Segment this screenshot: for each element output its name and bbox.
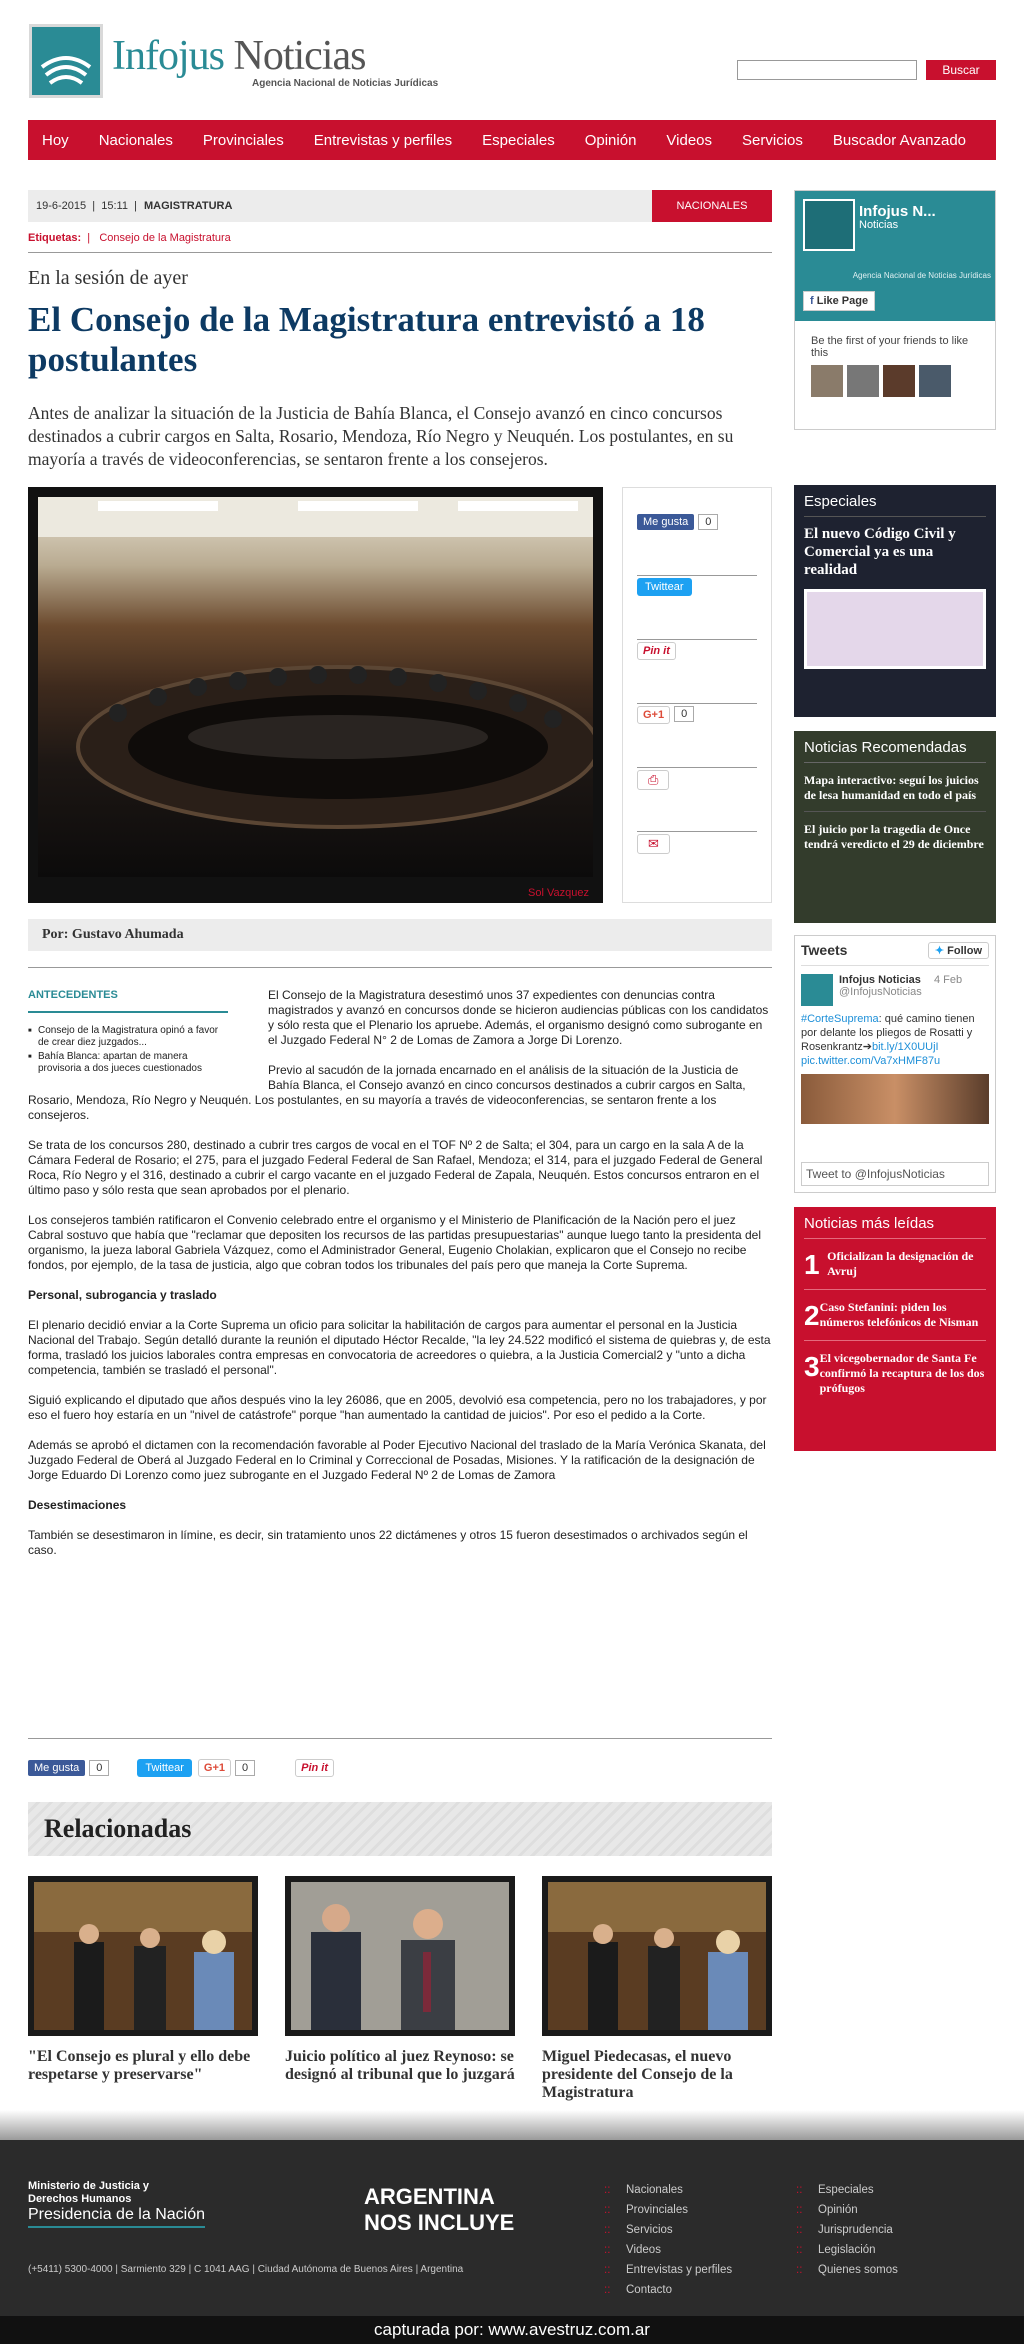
tweet-photo[interactable] xyxy=(801,1074,989,1124)
body-paragraph: Previo al sacudón de la jornada encarnado en el análisis de la situación de la Justicia de Bahía Blanca, el Consejo avanzó en cinco concursos destinados a cubrir cargos en Salta, Rosario, Mendoza, Río Negro y Neuquén. Los postulantes, en su mayoría a través de videoconferencias, se sentaron frente a los consejeros. xyxy=(28,1063,746,1122)
nav-entrevistas[interactable]: Entrevistas y perfiles xyxy=(313,131,453,149)
article-date: 19-6-2015 xyxy=(36,200,87,212)
antecedentes-box xyxy=(28,988,228,1077)
follow-button[interactable] xyxy=(928,942,989,959)
mas-leida-title[interactable]: Caso Stefanini: piden los números telefónicos de Nisman xyxy=(819,1300,979,1329)
facebook-page-name[interactable]: Infojus N... xyxy=(859,203,936,220)
tweet-body: : qué camino tienen por delante los pliegos de Rosatti y Rosenkrantz➔ xyxy=(801,1013,975,1053)
body-paragraph: También se desestimaron in límine, es decir, sin tratamiento unos 22 dictámenes y otros 15 fueron desestimados o archivados según el caso. xyxy=(28,1528,748,1557)
main-nav xyxy=(28,120,996,160)
photo-image xyxy=(38,497,593,877)
mas-leida-item[interactable] xyxy=(804,1351,986,1404)
footer-link[interactable]: :: Opinión xyxy=(796,2200,898,2220)
facebook-page-icon xyxy=(803,199,855,251)
recomendada-link[interactable]: Mapa interactivo: seguí los juicios de lesa humanidad en todo el país xyxy=(804,773,986,812)
footer-link[interactable]: :: Videos xyxy=(604,2240,732,2260)
body-subtitle: Personal, subrogancia y traslado xyxy=(28,1288,217,1302)
related-card[interactable] xyxy=(285,1876,515,2084)
facebook-icon: f xyxy=(810,295,814,307)
capture-watermark: capturada por: www.avestruz.com.ar xyxy=(0,2316,1024,2344)
twitter-bird-icon: ✦ xyxy=(934,945,945,957)
divider xyxy=(28,967,772,968)
nav-hoy[interactable]: Hoy xyxy=(42,131,69,149)
nav-buscador[interactable]: Buscador Avanzado xyxy=(832,131,967,149)
pinterest-button[interactable]: Pin it xyxy=(637,642,676,660)
tweets-title: Tweets xyxy=(801,942,848,958)
gplus-count: 0 xyxy=(235,1760,255,1776)
mas-leida-title[interactable]: Oficializan la designación de Avruj xyxy=(827,1249,974,1278)
share-twitter xyxy=(637,576,757,640)
share-column xyxy=(622,487,772,903)
article-lead: Antes de analizar la situación de la Justicia de Bahía Blanca, el Consejo avanzó en cinco concursos destinados a cubrir cargos en Salta, Rosario, Mendoza, Río Negro y Neuquén. Los postulantes, en su mayoría a través de videoconferencias, se sentaron frente a los consejeros. xyxy=(28,403,734,469)
logo-wordmark[interactable] xyxy=(112,32,365,80)
footer-link[interactable]: :: Especiales xyxy=(796,2180,898,2200)
facebook-thumb[interactable] xyxy=(847,365,879,397)
tweet-hashtag[interactable]: #CorteSuprema xyxy=(801,1013,879,1025)
search-button[interactable]: Buscar xyxy=(926,60,996,80)
facebook-thumb[interactable] xyxy=(919,365,951,397)
footer-link[interactable]: :: Legislación xyxy=(796,2240,898,2260)
related-title[interactable]: "El Consejo es plural y ello debe respetarse y preservarse" xyxy=(28,2048,251,2083)
tweets-header xyxy=(801,942,989,966)
article-category[interactable]: MAGISTRATURA xyxy=(144,200,233,212)
site-header xyxy=(0,0,1024,120)
footer-shadow xyxy=(0,2110,1024,2140)
mas-leida-title[interactable]: El vicegobernador de Santa Fe confirmó la recaptura de los dos prófugos xyxy=(819,1351,985,1395)
byline: Por: Gustavo Ahumada xyxy=(28,919,772,951)
antecedente-link[interactable]: ■ Consejo de la Magistratura opinó a favor de crear diez juzgados... xyxy=(28,1025,228,1049)
tweet-handle[interactable]: @InfojusNoticias xyxy=(839,986,922,998)
related-image[interactable] xyxy=(285,1876,515,2036)
facebook-like-label: Like Page xyxy=(816,295,869,307)
argentina-logo[interactable] xyxy=(364,2184,514,2236)
related-image[interactable] xyxy=(28,1876,258,2036)
nav-opinion[interactable]: Opinión xyxy=(584,131,637,149)
twitter-button[interactable]: Twittear xyxy=(637,578,692,596)
tweet-link[interactable]: bit.ly/1X0UUjI xyxy=(871,1041,939,1053)
share-gplus xyxy=(637,704,757,768)
tag-link[interactable]: Consejo de la Magistratura xyxy=(99,232,231,244)
mas-leida-item[interactable] xyxy=(804,1300,986,1341)
section-tag[interactable]: NACIONALES xyxy=(652,190,772,222)
tweet-avatar[interactable] xyxy=(801,974,833,1006)
especiales-image[interactable] xyxy=(804,589,986,669)
share-print xyxy=(637,768,757,832)
gplus-count: 0 xyxy=(674,706,694,722)
photo-credit: Sol Vazquez xyxy=(528,887,589,899)
facebook-banner-sub: Agencia Nacional de Noticias Jurídicas xyxy=(852,271,991,280)
argentina-line1: ARGENTINA xyxy=(364,2184,495,2209)
bottom-share-bar xyxy=(28,1738,772,1777)
body-paragraph: El Consejo de la Magistratura desestimó unos 37 expedientes con denuncias contra magistrados y avanzó en concursos donde se hicieron audiencias públicas con los candidatos y sólo resta que el Plenario los apruebe. Además, el organismo designó como subrogante en el Juzgado Federal N° 2 de Lomas de Zamora a Jorge Di Lorenzo. xyxy=(268,988,769,1047)
related-card[interactable] xyxy=(542,1876,772,2102)
related-title[interactable]: Miguel Piedecasas, el nuevo presidente del Consejo de la Magistratura xyxy=(542,2048,733,2101)
article-headline: El Consejo de la Magistratura entrevistó a 18 postulantes xyxy=(28,300,705,379)
mas-leidas-box xyxy=(794,1207,996,1451)
email-icon[interactable]: ✉ xyxy=(637,834,670,854)
gplus-button[interactable]: G+1 xyxy=(198,1759,231,1777)
recomendadas-box xyxy=(794,731,996,923)
body-paragraph: Además se aprobó el dictamen con la recomendación favorable al Poder Ejecutivo Nacional del traslado de la María Verónica Skanata, del Juzgado Federal de Oberá al Juzgado Federal en lo Criminal y Correccional de Posadas, Misiones. Y la ratificación de la designación de Jorge Eduardo Di Lorenzo como juez subrogante en el Juzgado Federal Nº 2 de Lomas de Zamora xyxy=(28,1438,766,1482)
footer-address: (+5411) 5300-4000 | Sarmiento 329 | C 1041 AAG | Ciudad Autónoma de Buenos Aires | Argentina xyxy=(28,2264,464,2275)
facebook-thumb[interactable] xyxy=(811,365,843,397)
related-image[interactable] xyxy=(542,1876,772,2036)
facebook-page-subname: Noticias xyxy=(859,219,899,231)
footer-link[interactable]: :: Servicios xyxy=(604,2220,732,2240)
nav-especiales[interactable]: Especiales xyxy=(482,131,555,149)
footer-link[interactable]: :: Quienes somos xyxy=(796,2260,898,2280)
mas-leidas-title: Noticias más leídas xyxy=(804,1215,986,1239)
article-time: 15:11 xyxy=(101,200,128,212)
tweet-author xyxy=(801,974,989,1006)
footer-link[interactable]: :: Entrevistas y perfiles xyxy=(604,2260,732,2280)
antecedentes-title: ANTECEDENTES xyxy=(28,988,228,1013)
article-body xyxy=(28,988,772,1558)
facebook-like-button[interactable]: Me gusta xyxy=(637,514,694,530)
logo-primary: Infojus xyxy=(112,33,224,79)
facebook-friends-text: Be the first of your friends to like this xyxy=(811,335,969,359)
twitter-button[interactable]: Twittear xyxy=(137,1759,192,1777)
print-icon[interactable]: ⎙ xyxy=(637,770,669,790)
footer-links-col2 xyxy=(796,2180,898,2280)
footer-links-col1 xyxy=(604,2180,732,2300)
nav-provinciales[interactable]: Provinciales xyxy=(202,131,284,149)
body-paragraph: El plenario decidió enviar a la Corte Suprema un oficio para solicitar la habilitación de cargos para aumentar el personal en la Justicia Nacional del Trabajo. Según detalló durante la reunión el diputado Héctor Recalde, "la ley 24.522 modificó el sistema de quiebras y, de esta forma, trasladó los juicios laborales contra empresas en convocatoria de acreedores o quiebra, a la Justicia Comercial2 y "unto a dicha competencia, también se trasladó el personal". xyxy=(28,1318,771,1377)
tags-row: Etiquetas: | Consejo de la Magistratura xyxy=(28,232,772,253)
sidebar xyxy=(794,190,996,1451)
facebook-banner[interactable] xyxy=(795,191,995,321)
article-kicker: En la sesión de ayer xyxy=(28,267,188,289)
article-main xyxy=(28,190,772,1573)
related-heading: Relacionadas xyxy=(28,1802,772,1856)
share-facebook xyxy=(637,512,757,576)
especiales-title: Especiales xyxy=(804,493,986,517)
argentina-line2: NOS INCLUYE xyxy=(364,2210,515,2235)
tweet-text xyxy=(801,1012,989,1068)
body-paragraph: Siguió explicando el diputado que años después vino la ley 26086, que en 2005, devolvió esa competencia, pero no los trabajadores, y por eso el fuero hoy estaría en un "nivel de catástrofe" porque "han aumentado la cantidad de juicios". Por eso el pedido a la Corte. xyxy=(28,1393,767,1422)
presidencia-logo[interactable]: Presidencia de la Nación xyxy=(28,2206,205,2228)
logo-secondary: Noticias xyxy=(233,33,366,79)
footer-link[interactable]: :: Nacionales xyxy=(604,2180,732,2200)
mas-leida-item[interactable] xyxy=(804,1249,986,1290)
gplus-button[interactable]: G+1 xyxy=(637,706,670,724)
recomendadas-title: Noticias Recomendadas xyxy=(804,739,986,763)
facebook-like-page-button[interactable] xyxy=(803,291,875,311)
facebook-like-count: 0 xyxy=(698,514,718,530)
footer-link[interactable]: :: Jurisprudencia xyxy=(796,2220,898,2240)
antecedente-link[interactable]: ■ Bahía Blanca: apartan de manera provisoria a dos jueces cuestionados xyxy=(28,1051,228,1075)
site-footer xyxy=(0,2140,1024,2316)
especiales-box xyxy=(794,485,996,717)
logo-icon[interactable] xyxy=(29,24,103,98)
logo-tagline: Agencia Nacional de Noticias Jurídicas xyxy=(252,78,439,89)
mas-leida-number: 1 xyxy=(804,1249,820,1280)
body-subtitle: Desestimaciones xyxy=(28,1498,127,1512)
tags-label: Etiquetas: xyxy=(28,232,82,244)
facebook-thumbs xyxy=(795,365,995,397)
share-email xyxy=(637,832,757,896)
facebook-thumb[interactable] xyxy=(883,365,915,397)
mas-leida-number: 3 xyxy=(804,1351,820,1382)
related-card[interactable] xyxy=(28,1876,258,2084)
facebook-like-button[interactable]: Me gusta xyxy=(28,1760,85,1776)
nav-servicios[interactable]: Servicios xyxy=(742,131,803,149)
footer-link[interactable]: :: Contacto xyxy=(604,2280,732,2300)
nav-videos[interactable]: Videos xyxy=(666,131,713,149)
tweet-user[interactable]: Infojus Noticias xyxy=(839,974,921,986)
ministerio-logo[interactable]: Ministerio de Justicia y Derechos Humanos xyxy=(28,2180,150,2205)
facebook-widget xyxy=(794,190,996,430)
facebook-like-count: 0 xyxy=(89,1760,109,1776)
photo-block xyxy=(28,487,772,903)
body-paragraph: Los consejeros también ratificaron el Convenio celebrado entre el organismo y el Ministerio de Planificación de la Nación pero el juez Cabral sostuvo que había que "reclamar que depositen los recursos de las partidas presupuestarias" aunque luego tanto la presidenta del organismo, la jueza laboral Gabriela Vázquez, como el Administrador General, Eugenio Cholakian, explicaron que el Consejo no recibe fondos, por ejemplo, de la tasa de justicia, algo que cobran todos los tribunales del país pero que maneja la Corte Suprema. xyxy=(28,1213,761,1272)
article-meta: 19-6-2015 | 15:11 | MAGISTRATURA NACIONALES xyxy=(28,190,772,222)
search-input[interactable] xyxy=(737,60,917,80)
tweet-date: 4 Feb xyxy=(933,974,963,986)
pinterest-button[interactable]: Pin it xyxy=(295,1759,334,1777)
article-photo[interactable] xyxy=(28,487,603,903)
mas-leida-number: 2 xyxy=(804,1300,820,1331)
body-paragraph: Se trata de los concursos 280, destinado a cubrir tres cargos de vocal en el TOF Nº 2 de Salta; el 304, para un cargo en la sala A de la Cámara Federal de Rosario; el 275, para el juzgado Federal Federal de San Rafael, Mendoza; el 314, para el juzgado Federal de General Roca, Río Negro y el 316, destinado a cubrir el cargo vacante en el juzgado Federal de Zapala, Neuquén. Estos concursos entraron en el último paso y sólo resta que sean aprobados por el plenario. xyxy=(28,1138,763,1197)
nav-nacionales[interactable]: Nacionales xyxy=(98,131,173,149)
tweet-to-input[interactable]: Tweet to @InfojusNoticias xyxy=(801,1162,989,1186)
recomendada-link[interactable]: El juicio por la tragedia de Once tendrá veredicto el 29 de diciembre xyxy=(804,822,984,851)
follow-label: Follow xyxy=(947,945,982,957)
tweet-pic-link[interactable]: pic.twitter.com/Va7xHMF87u xyxy=(801,1055,941,1067)
tweets-widget xyxy=(794,935,996,1193)
share-pinterest xyxy=(637,640,757,704)
footer-link[interactable]: :: Provinciales xyxy=(604,2200,732,2220)
related-title[interactable]: Juicio político al juez Reynoso: se designó al tribunal que lo juzgará xyxy=(285,2048,515,2083)
especiales-headline[interactable]: El nuevo Código Civil y Comercial ya es una realidad xyxy=(804,526,956,578)
